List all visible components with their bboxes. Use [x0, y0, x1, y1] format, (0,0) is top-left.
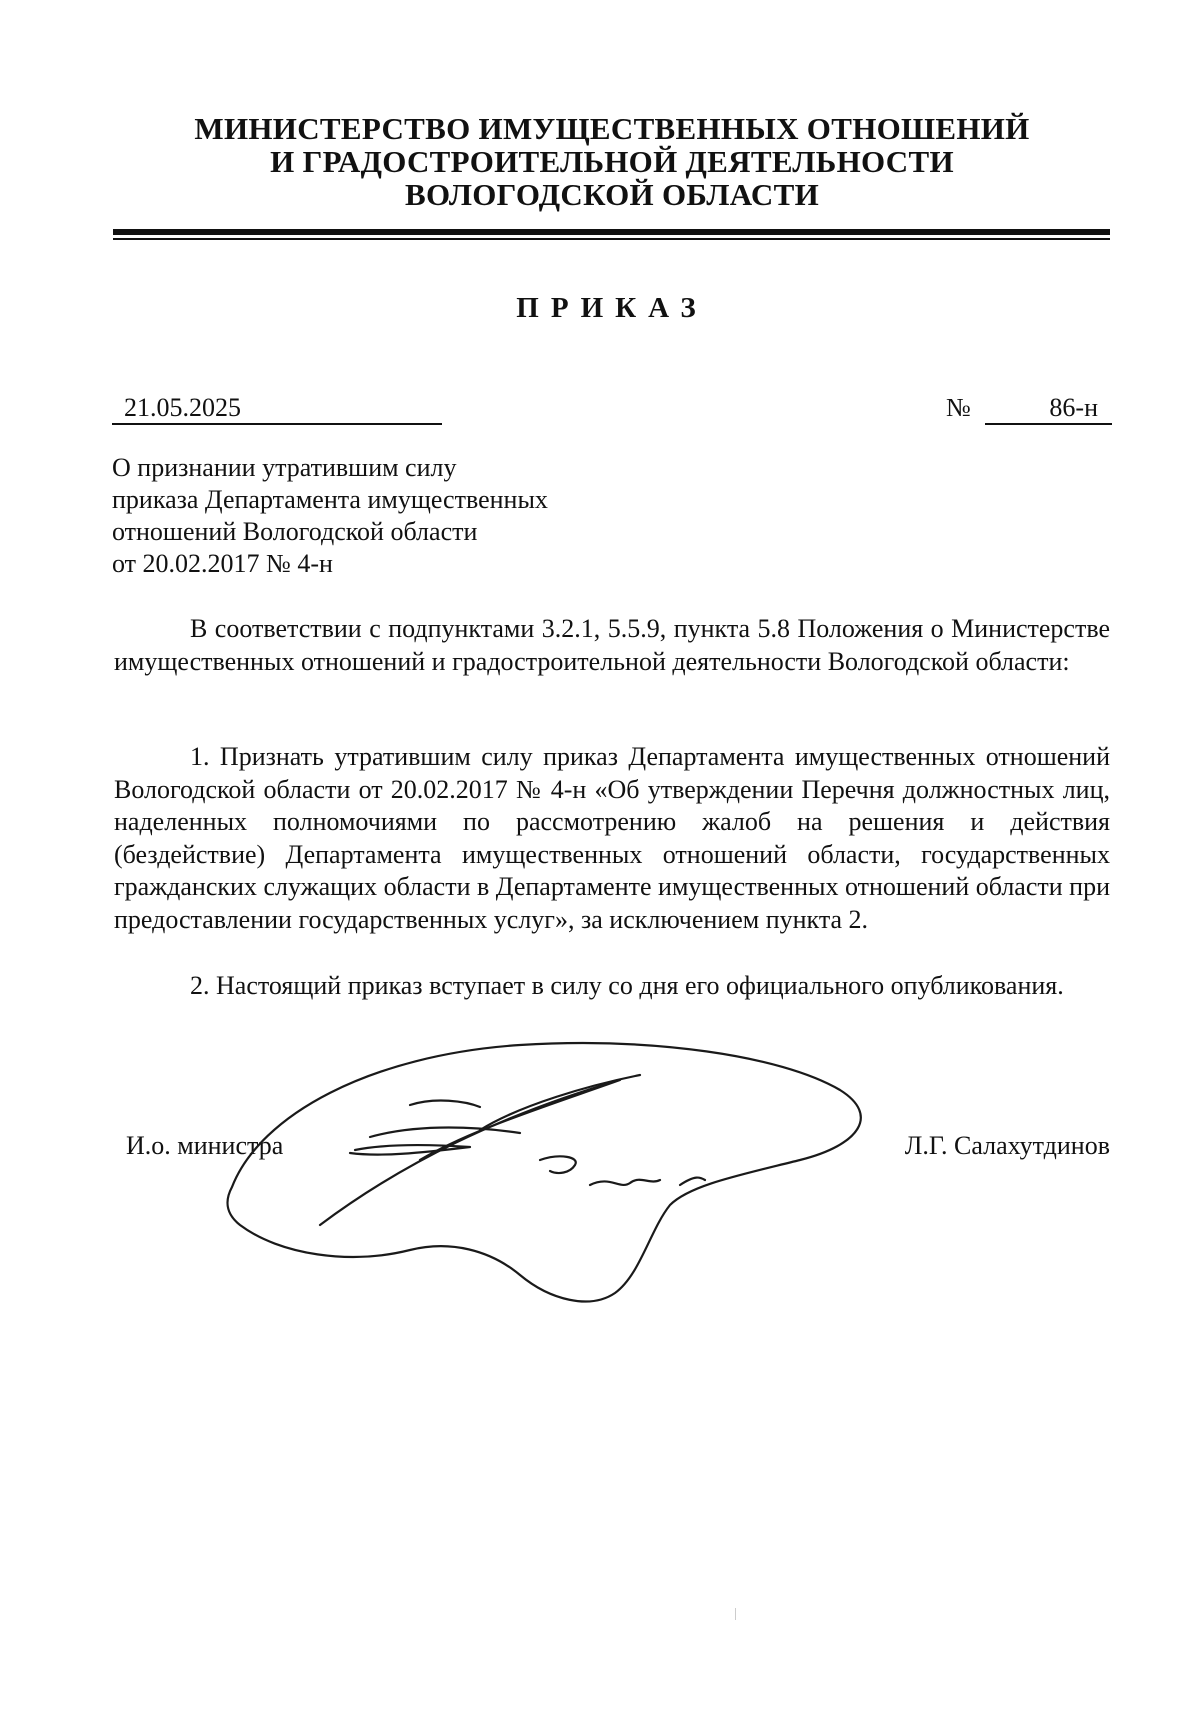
- document-number: 86-н: [985, 393, 1112, 425]
- subject-line-1: О признании утратившим силу: [112, 453, 457, 482]
- number-sign: №: [946, 393, 971, 422]
- signatory-name: Л.Г. Салахутдинов: [904, 1131, 1110, 1160]
- subject-line-3: отношений Вологодской области: [112, 517, 478, 546]
- subject-line-4: от 20.02.2017 № 4-н: [112, 549, 333, 578]
- header-line-3: ВОЛОГОДСКОЙ ОБЛАСТИ: [404, 177, 820, 212]
- signatory-position: И.о. министра: [126, 1131, 284, 1160]
- header-divider-thin: [113, 238, 1110, 240]
- order-item-1: 1. Признать утратившим силу приказ Департамента имущественных отношений Вологодской области от 20.02.2017 № 4-н «Об утверждении Перечня должностных лиц, наделенных полномочиями по рассмотрению жалоб на решения и действия (бездействие) Департамента имущественных отношений области, государственных гражданских служащих области в Департаменте имущественных отношений области при предоставлении государственных услуг», за исключением пункта 2.: [114, 742, 1110, 934]
- scan-artifact: [735, 1608, 736, 1620]
- subject-line-2: приказа Департамента имущественных: [112, 485, 548, 514]
- ministry-header: [112, 112, 1112, 211]
- header-line-2: И ГРАДОСТРОИТЕЛЬНОЙ ДЕЯТЕЛЬНОСТИ: [270, 144, 954, 179]
- document-type-title: ПРИКАЗ: [516, 292, 708, 324]
- header-line-1: МИНИСТЕРСТВО ИМУЩЕСТВЕННЫХ ОТНОШЕНИЙ: [194, 111, 1030, 146]
- handwritten-signature: [220, 1035, 900, 1335]
- document-date: 21.05.2025: [112, 393, 442, 425]
- order-item-2: 2. Настоящий приказ вступает в силу со дня его официального опубликования.: [190, 971, 1064, 1000]
- preamble-paragraph: В соответствии с подпунктами 3.2.1, 5.5.9, пункта 5.8 Положения о Министерстве имущественных отношений и градостроительной деятельности Вологодской области:: [114, 614, 1110, 676]
- document-subject: [112, 452, 672, 580]
- header-divider-thick: [113, 229, 1110, 235]
